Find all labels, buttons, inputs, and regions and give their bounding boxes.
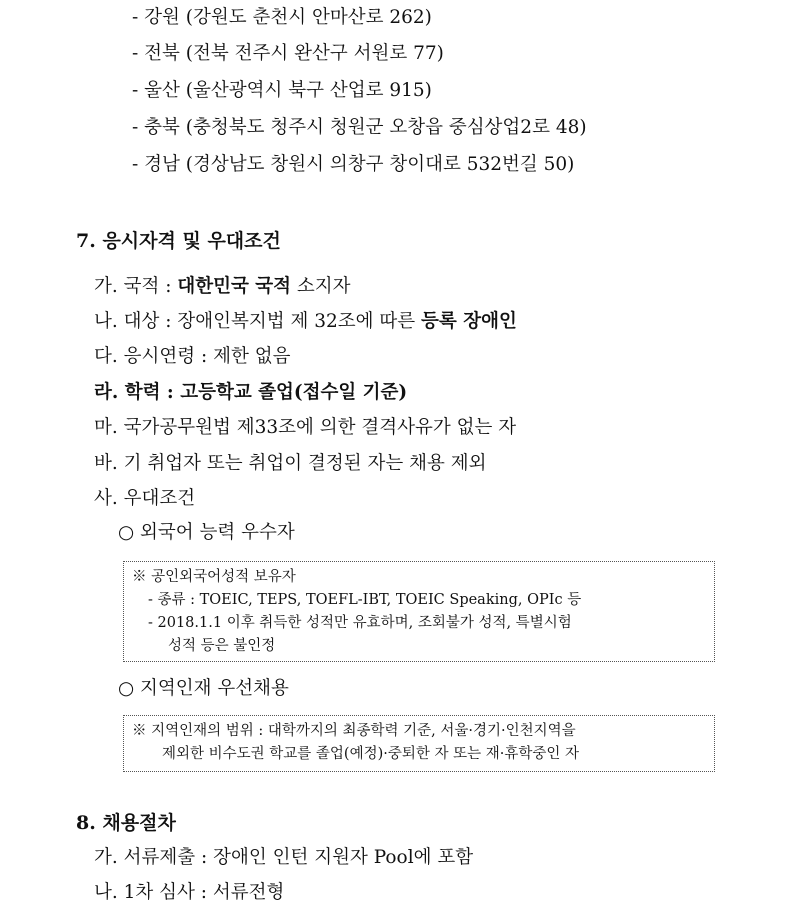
region-item-ulsan: - 울산 (울산광역시 북구 산업로 915) <box>132 80 432 101</box>
region-item-chungbuk: - 충북 (충청북도 청주시 청원군 오창읍 중심상업2로 48) <box>132 117 587 138</box>
eligibility-nationality <box>94 275 351 299</box>
section-7-title: 7. 응시자격 및 우대조건 <box>76 230 281 252</box>
preference-regional: ○ 지역인재 우선채용 <box>118 678 289 699</box>
nationality-suffix: 소지자 <box>291 276 351 297</box>
preference-language: ○ 외국어 능력 우수자 <box>118 522 295 543</box>
language-note-validity-cont: 성적 등은 불인정 <box>168 638 276 654</box>
region-item-gangwon: - 강원 (강원도 춘천시 안마산로 262) <box>132 7 432 28</box>
language-note-title: ※ 공인외국어성적 보유자 <box>132 569 296 585</box>
eligibility-employed-excluded: 바. 기 취업자 또는 취업이 결정된 자는 채용 제외 <box>94 453 487 474</box>
preference-heading: 사. 우대조건 <box>94 488 196 509</box>
regional-note-line1: ※ 지역인재의 범위 : 대학까지의 최종학력 기준, 서울·경기·인천지역을 <box>132 723 576 739</box>
eligibility-age: 다. 응시연령 : 제한 없음 <box>94 346 291 367</box>
language-note-validity: - 2018.1.1 이후 취득한 성적만 유효하며, 조회불가 성적, 특별시험 <box>148 615 572 631</box>
procedure-first-review: 나. 1차 심사 : 서류전형 <box>94 882 285 903</box>
region-item-gyeongnam: - 경남 (경상남도 창원시 의창구 창이대로 532번길 50) <box>132 154 575 175</box>
eligibility-education: 라. 학력 : 고등학교 졸업(접수일 기준) <box>94 382 408 403</box>
target-prefix: 나. 대상 : 장애인복지법 제 32조에 따른 <box>94 311 422 332</box>
eligibility-target <box>94 310 517 334</box>
regional-note-line2: 제외한 비수도권 학교를 졸업(예정)·중퇴한 자 또는 재·휴학중인 자 <box>162 746 579 762</box>
section-8-title: 8. 채용절차 <box>76 812 176 834</box>
target-bold: 등록 장애인 <box>421 311 517 332</box>
procedure-documents: 가. 서류제출 : 장애인 인턴 지원자 Pool에 포함 <box>94 847 474 868</box>
eligibility-disqualification: 마. 국가공무원법 제33조에 의한 결격사유가 없는 자 <box>94 417 517 438</box>
nationality-bold: 대한민국 국적 <box>177 276 292 297</box>
language-note-box <box>123 561 715 662</box>
language-note-types: - 종류 : TOEIC, TEPS, TOEFL-IBT, TOEIC Speaking, OPIc 등 <box>148 592 582 608</box>
region-item-jeonbuk: - 전북 (전북 전주시 완산구 서원로 77) <box>132 43 444 64</box>
nationality-prefix: 가. 국적 : <box>94 276 178 297</box>
regional-note-box <box>123 715 715 772</box>
